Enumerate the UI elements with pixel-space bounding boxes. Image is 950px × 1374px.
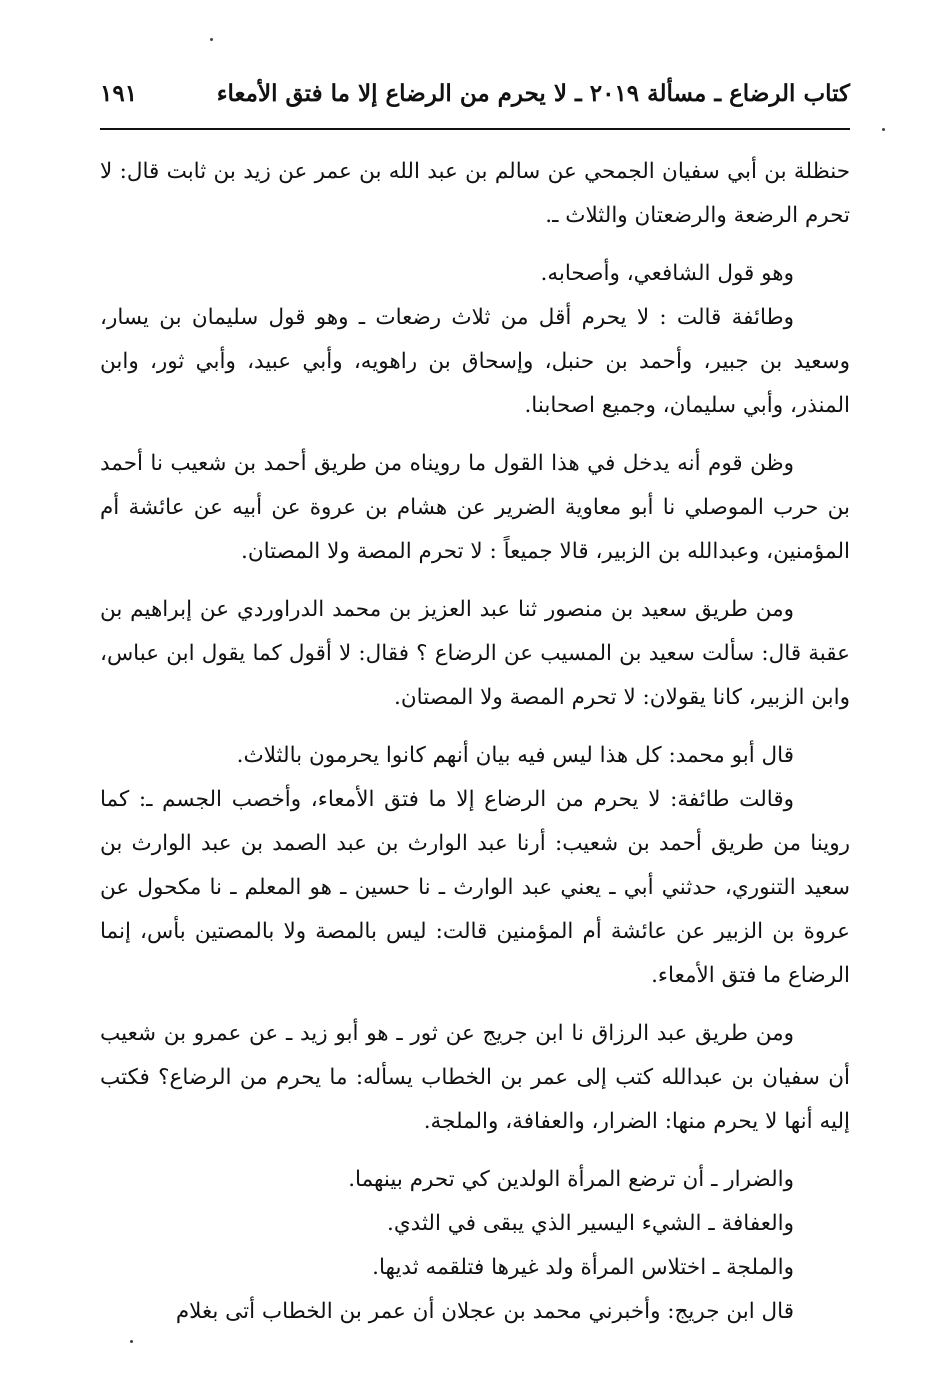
- paragraph: وظن قوم أنه يدخل في هذا القول ما رويناه من طريق أحمد بن شعيب نا أحمد بن حرب الموصلي نا أبو معاوية الضرير عن هشام بن عروة عن أبيه عن عائشة أم المؤمنين، وعبدالله بن الزبير، قالا جميعاً : لا تحرم المصة ولا المصتان.: [100, 451, 850, 564]
- running-header: [100, 72, 850, 120]
- paragraph: وطائفة قالت : لا يحرم أقل من ثلاث رضعات ـ وهو قول سليمان بن يسار، وسعيد بن جبير، وأحمد بن حنبل، وإسحاق بن راهويه، وأبي عبيد، وأبي ثور، وابن المنذر، وأبي سليمان، وجميع اصحابنا.: [100, 305, 850, 418]
- paragraph: قال ابن جريج: وأخبرني محمد بن عجلان أن عمر بن الخطاب أتى بغلام: [175, 1299, 794, 1324]
- header-rule: [100, 128, 850, 130]
- definition-item: والضرار ـ أن ترضع المرأة الولدين كي تحرم بينهما.: [348, 1167, 794, 1192]
- paragraph: حنظلة بن أبي سفيان الجمحي عن سالم بن عبد الله بن عمر عن زيد بن ثابت قال: لا تحرم الرضعة والرضعتان والثلاث ـ.: [100, 159, 850, 228]
- page-body: [100, 150, 850, 1334]
- definition-item: والملجة ـ اختلاس المرأة ولد غيرها فتلقمه ثديها.: [372, 1255, 794, 1280]
- paragraph: وهو قول الشافعي، وأصحابه.: [540, 261, 794, 286]
- scan-speck: [210, 38, 213, 41]
- definition-item: والعفافة ـ الشيء اليسير الذي يبقى في الثدي.: [387, 1211, 794, 1236]
- header-title: كتاب الرضاع ـ مسألة ٢٠١٩ ـ لا يحرم من الرضاع إلا ما فتق الأمعاء: [216, 80, 850, 107]
- paragraph: ومن طريق عبد الرزاق نا ابن جريج عن ثور ـ هو أبو زيد ـ عن عمرو بن شعيب أن سفيان بن عبدالله كتب إلى عمر بن الخطاب يسأله: ما يحرم من الرضاع؟ فكتب إليه أنها لا يحرم منها: الضرار، والعفافة، والملجة.: [100, 1021, 850, 1134]
- scan-speck: [882, 128, 885, 131]
- page-number: ١٩١: [100, 80, 138, 107]
- paragraph: قال أبو محمد: كل هذا ليس فيه بيان أنهم كانوا يحرمون بالثلاث.: [236, 743, 794, 768]
- paragraph: وقالت طائفة: لا يحرم من الرضاع إلا ما فتق الأمعاء، وأخصب الجسم ـ: كما روينا من طريق أحمد بن شعيب: أرنا عبد الوارث بن عبد الصمد بن عبد الوارث بن سعيد التنوري، حدثني أبي ـ يعني عبد الوارث ـ نا حسين ـ هو المعلم ـ نا مكحول عن عروة بن الزبير عن عائشة أم المؤمنين قالت: ليس بالمصة ولا بالمصتين بأس، إنما الرضاع ما فتق الأمعاء.: [100, 787, 850, 988]
- paragraph: ومن طريق سعيد بن منصور ثنا عبد العزيز بن محمد الدراوردي عن إبراهيم بن عقبة قال: سألت سعيد بن المسيب عن الرضاع ؟ فقال: لا أقول كما يقول ابن عباس، وابن الزبير، كانا يقولان: لا تحرم المصة ولا المصتان.: [100, 597, 850, 710]
- scan-speck: [130, 1340, 133, 1343]
